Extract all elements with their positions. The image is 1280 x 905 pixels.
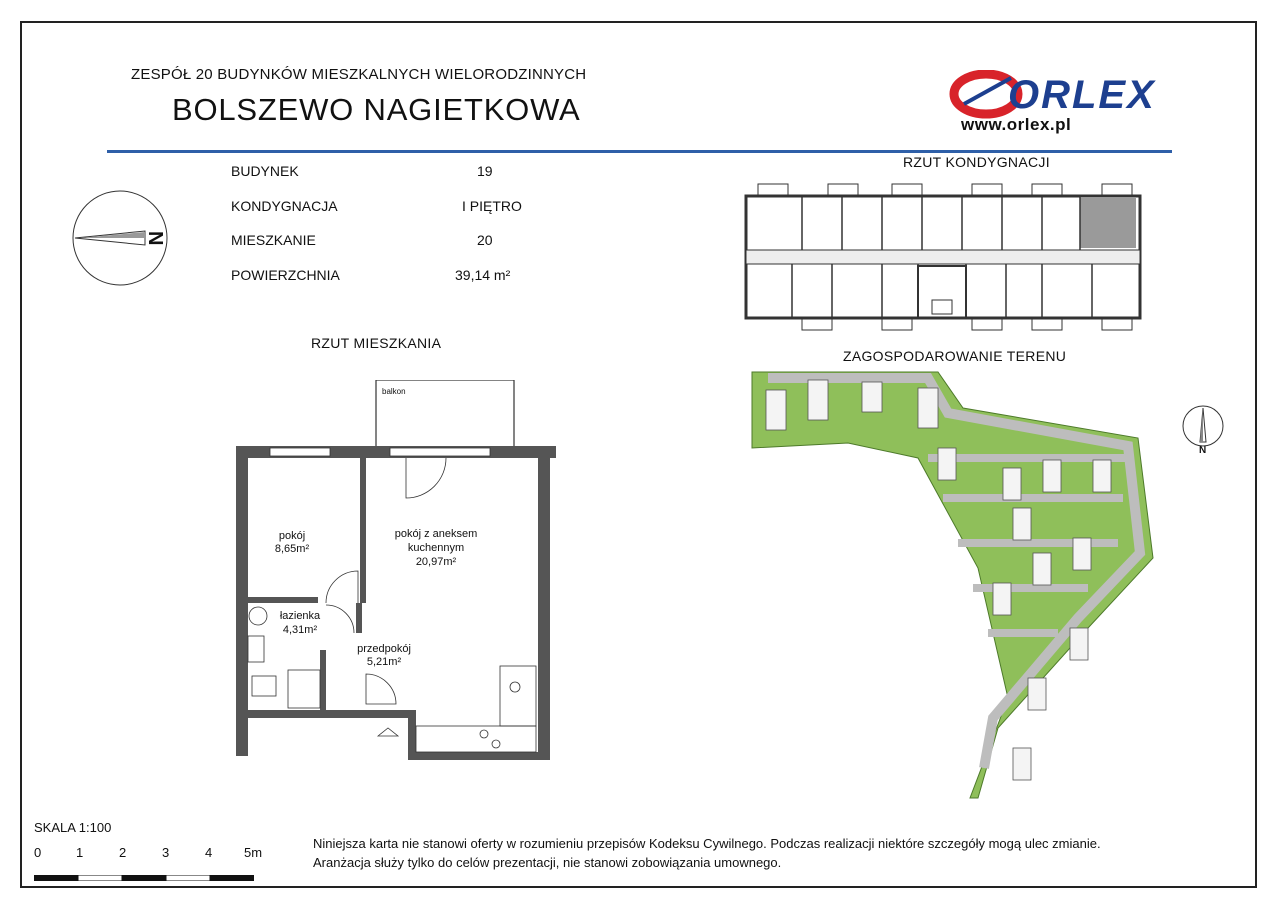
info-value-building: 19 bbox=[477, 163, 493, 179]
compass-letter: N bbox=[144, 231, 166, 246]
header-rule bbox=[107, 150, 1172, 153]
room2-area: 20,97m² bbox=[415, 556, 457, 568]
project-subtitle: ZESPÓŁ 20 BUDYNKÓW MIESZKALNYCH WIELORODZINNYCH bbox=[131, 66, 587, 83]
logo-url: www.orlex.pl bbox=[961, 115, 1072, 134]
hall-name: przedpokój bbox=[357, 643, 411, 655]
hall-area: 5,21m² bbox=[366, 656, 402, 668]
site-north-letter: N bbox=[1199, 445, 1207, 454]
scale-bar bbox=[34, 868, 254, 874]
info-label-area: POWIERZCHNIA bbox=[231, 267, 340, 283]
info-value-area: 39,14 m² bbox=[455, 267, 511, 283]
project-title: BOLSZEWO NAGIETKOWA bbox=[172, 92, 581, 127]
room2-name-2: kuchennym bbox=[407, 542, 465, 554]
scale-tick-4: 4 bbox=[205, 845, 213, 860]
apartment-plan-caption: RZUT MIESZKANIA bbox=[311, 335, 442, 351]
scale-tick-5: 5m bbox=[244, 845, 263, 860]
logo-text: ORLEX bbox=[1008, 73, 1156, 117]
info-value-apartment: 20 bbox=[477, 232, 493, 248]
disclaimer-line-1: Niniejsza karta nie stanowi oferty w rozumieniu przepisów Kodeksu Cywilnego. Podczas realizacji niektóre szczegóły mogą ulec zmianie. bbox=[313, 836, 1101, 851]
info-value-floor: I PIĘTRO bbox=[462, 198, 522, 214]
info-label-floor: KONDYGNACJA bbox=[231, 198, 338, 214]
room2-name-1: pokój z aneksem bbox=[394, 528, 478, 540]
disclaimer bbox=[313, 834, 1101, 872]
room1-name: pokój bbox=[278, 530, 306, 542]
scale-tick-3: 3 bbox=[162, 845, 170, 860]
floor-plan-caption: RZUT KONDYGNACJI bbox=[903, 154, 1050, 170]
disclaimer-line-2: Aranżacja służy tylko do celów prezentacji, nie stanowi zobowiązania umownego. bbox=[313, 855, 782, 870]
bath-name: łazienka bbox=[279, 610, 321, 622]
apartment-plan bbox=[230, 380, 560, 770]
compass bbox=[70, 188, 170, 288]
room1-area: 8,65m² bbox=[274, 543, 310, 555]
bath-area: 4,31m² bbox=[282, 624, 318, 636]
site-plan bbox=[748, 368, 1168, 808]
scale-tick-1: 1 bbox=[76, 845, 84, 860]
site-plan-caption: ZAGOSPODAROWANIE TERENU bbox=[843, 348, 1067, 364]
balcony-label: balkon bbox=[382, 387, 406, 396]
info-label-apartment: MIESZKANIE bbox=[231, 232, 316, 248]
scale-label: SKALA 1:100 bbox=[34, 820, 112, 835]
floor-plan bbox=[742, 178, 1144, 336]
site-north-arrow bbox=[1180, 404, 1226, 454]
scale-tick-2: 2 bbox=[119, 845, 127, 860]
orlex-logo bbox=[946, 70, 1178, 120]
info-label-building: BUDYNEK bbox=[231, 163, 299, 179]
scale-tick-0: 0 bbox=[34, 845, 42, 860]
